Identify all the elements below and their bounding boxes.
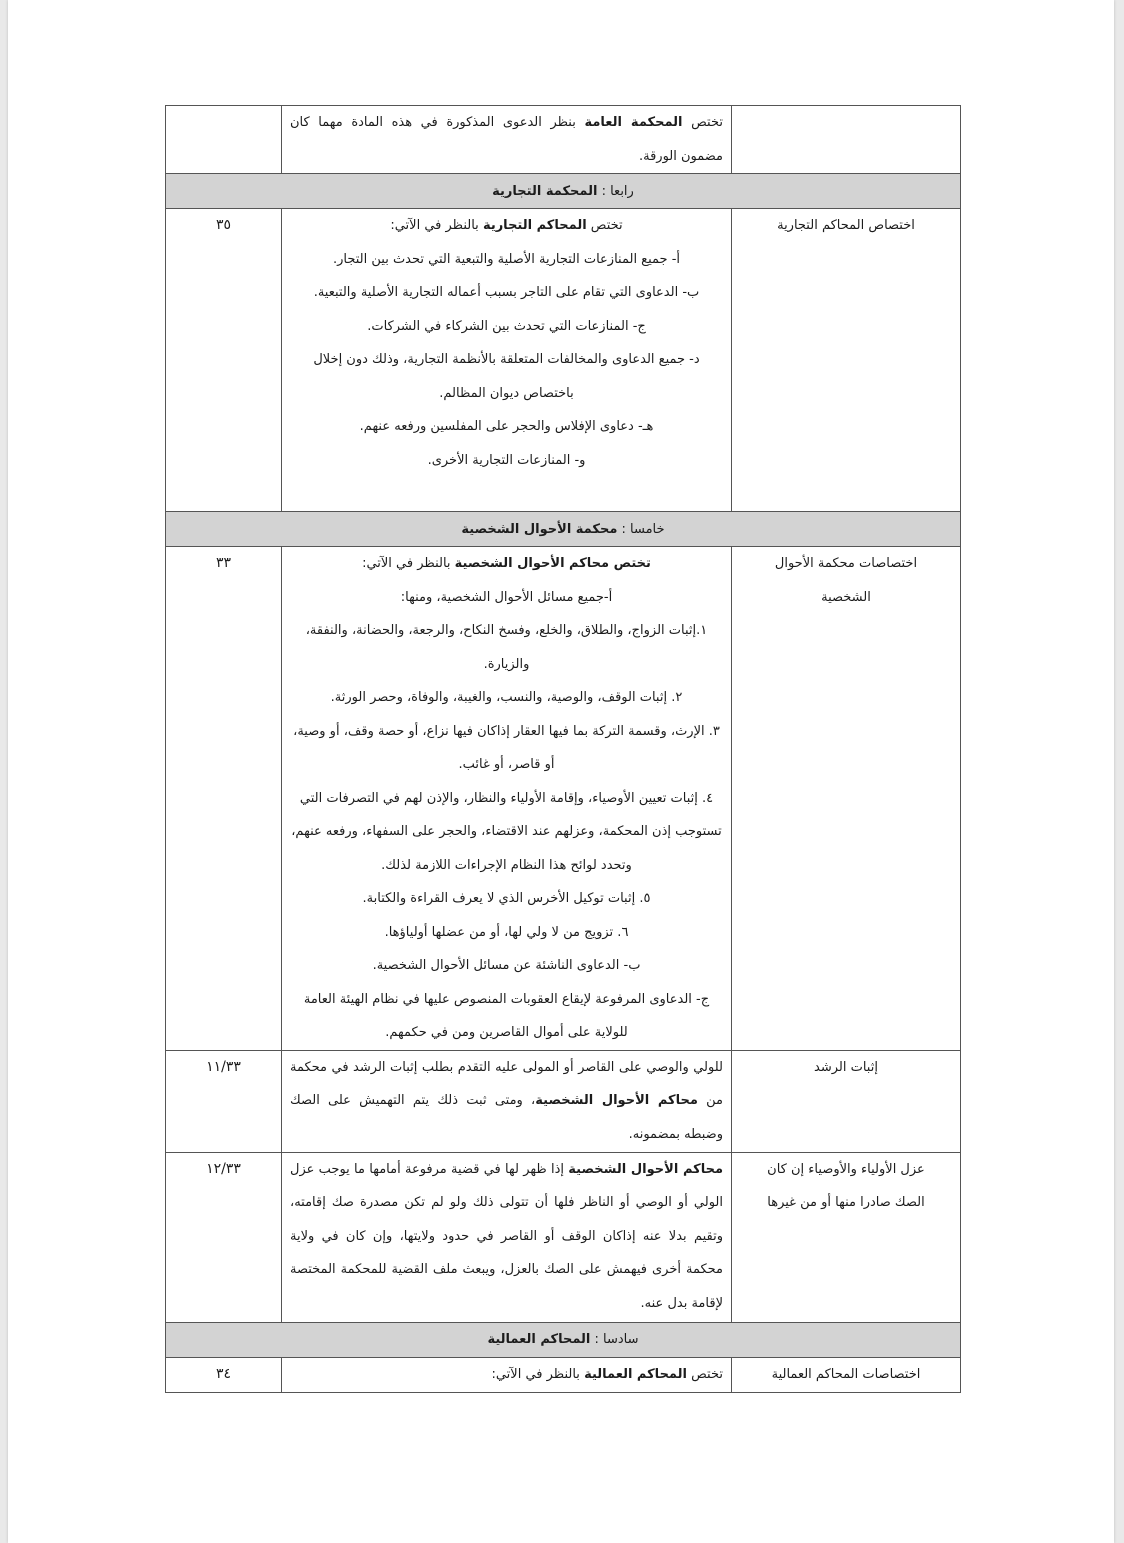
provision-text: تختص (586, 218, 623, 233)
list-item: و- المنازعات التجارية الأخرى. (427, 452, 586, 468)
provision-intro (290, 547, 723, 581)
article-cell (166, 547, 282, 1051)
article-cell (166, 209, 282, 512)
list-item: ب- الدعاوى الناشئة عن مسائل الأحوال الشخصية. (372, 958, 641, 973)
list-item: ب- الدعاوى التي تقام على التاجر بسبب أعماله التجارية الأصلية والتبعية. (313, 285, 700, 300)
topic-label: اختصاصات المحاكم العمالية (771, 1366, 921, 1382)
topic-label: اختصاص المحاكم التجارية (777, 218, 915, 233)
provision-text: للولي والوصي على القاصر أو المولى عليه التقدم بطلب إثبات الرشد في محكمة من (290, 1059, 723, 1108)
provision-text: تختص (687, 1366, 723, 1382)
table-row-personal-status-jurisdiction (166, 547, 961, 1051)
court-name: محاكم الأحوال الشخصية (535, 1093, 698, 1108)
court-name: المحاكم التجارية (482, 218, 587, 233)
court-name: محاكم الأحوال الشخصية (568, 1161, 723, 1177)
table-row-general-court (166, 106, 961, 174)
topic-label: إثبات الرشد (814, 1059, 878, 1075)
list-item: هـ- دعاوى الإفلاس والحجر على المفلسين ورفعه عنهم. (359, 419, 654, 434)
court-name: المحكمة العامة (584, 115, 683, 130)
topic-cell (732, 106, 961, 174)
table-row-labor-jurisdiction (166, 1357, 961, 1392)
court-name: تختص محاكم الأحوال الشخصية (454, 556, 651, 571)
article-number: ٣٥ (215, 217, 232, 233)
section-header-commercial (166, 174, 961, 209)
section-header-cell (166, 512, 961, 547)
provision-text: ، ومتى ثبت ذلك يتم التهميش على الصك وضبطه بمضمونه. (290, 1093, 723, 1142)
table-row-guardian-removal (166, 1152, 961, 1322)
list-item: ج- الدعاوى المرفوعة لإيقاع العقوبات المنصوص عليها في نظام الهيئة العامة للولاية على أموال القاصرين ومن في حكمهم. (303, 991, 710, 1040)
list-item: ج- المنازعات التي تحدث بين الشركاء في الشركات. (367, 318, 646, 334)
provision-cell (282, 209, 732, 512)
section-header-labor (166, 1322, 961, 1357)
court-name: المحاكم العمالية (584, 1366, 687, 1382)
provision-text: بالنظر في الآتي: (362, 556, 455, 571)
table-row-proof-of-maturity (166, 1050, 961, 1152)
provision-text: بالنظر في الآتي: (390, 218, 483, 233)
list-item: د- جميع الدعاوى والمخالفات المتعلقة بالأنظمة التجارية، وذلك دون إخلال باختصاص ديوان المظالم. (313, 352, 700, 401)
list-item: أ-جميع مسائل الأحوال الشخصية، ومنها: (400, 589, 613, 605)
list-item: ٦. تزويج من لا ولي لها، أو من عضلها أولياؤها. (384, 924, 629, 940)
list-item: ٣. الإرث، وقسمة التركة بما فيها العقار إذاكان فيها نزاع، أو حصة وقف، أو وصية، أو قاصر، أو غائب. (293, 723, 720, 772)
provision-text: إذا ظهر لها في قضية مرفوعة أمامها ما يوجب عزل الولي أو الوصي أو الناظر فلها أن تتولى ذلك ولو لم تكن مصدرة صك إقامته، وتقيم بدلا عنه إذاكان الوقف أو القاصر في حدود ولايتها، وإن كان في ولاية محكمة أخرى فيهمش على الصك بالعزل، ويبعث ملف القضية للمحكمة المختصة لإقامة بدل عنه. (290, 1161, 723, 1311)
document-page (8, 0, 1114, 1543)
topic-cell (732, 1050, 961, 1152)
section-ordinal: خامسا : (617, 521, 665, 537)
section-ordinal: رابعا : (597, 183, 634, 199)
article-number: ١١/٣٣ (206, 1058, 241, 1075)
section-header-cell (166, 1322, 961, 1357)
table-row-commercial-jurisdiction (166, 209, 961, 512)
article-cell (166, 106, 282, 174)
section-header-cell (166, 174, 961, 209)
provision-cell (282, 1050, 732, 1152)
article-number: ٣٣ (215, 555, 232, 571)
article-cell (166, 1357, 282, 1392)
topic-label: اختصاصات محكمة الأحوال الشخصية (774, 556, 918, 605)
section-header-personal-status (166, 512, 961, 547)
provision-cell (282, 1152, 732, 1322)
topic-cell (732, 547, 961, 1051)
section-ordinal: سادسا : (590, 1332, 639, 1347)
provision-text: تختص (682, 115, 723, 130)
topic-cell (732, 1152, 961, 1322)
court-jurisdiction-table (165, 105, 961, 1393)
article-cell (166, 1152, 282, 1322)
topic-cell (732, 1357, 961, 1392)
provision-text: بنظر الدعوى المذكورة في هذه المادة مهما كان مضمون الورقة. (290, 115, 723, 164)
list-item: ١.إثبات الزواج، والطلاق، والخلع، وفسخ النكاح، والرجعة، والحضانة، والنفقة، والزيارة. (305, 623, 708, 672)
section-title: محكمة الأحوال الشخصية (461, 521, 618, 537)
article-number: ١٢/٣٣ (206, 1160, 241, 1177)
section-title: المحكمة التجارية (492, 183, 598, 199)
list-item: ٥. إثبات توكيل الأخرس الذي لا يعرف القراءة والكتابة. (362, 891, 651, 906)
list-item: ٢. إثبات الوقف، والوصية، والنسب، والغيبة، والوفاة، وحصر الورثة. (330, 690, 683, 705)
list-item: أ- جميع المنازعات التجارية الأصلية والتبعية التي تحدث بين التجار. (332, 251, 681, 267)
list-item: ٤. إثبات تعيين الأوصياء، وإقامة الأولياء والنظار، والإذن لهم في التصرفات التي تستوجب إذن المحكمة، وعزلهم عند الاقتضاء، والحجر على السفهاء، ورفعه عنهم، وتحدد لوائح هذا النظام الإجراءات اللازمة لذلك. (291, 790, 722, 873)
provision-cell (282, 547, 732, 1051)
section-title: المحاكم العمالية (487, 1332, 591, 1347)
provision-text: بالنظر في الآتي: (491, 1366, 585, 1382)
provision-intro (290, 209, 723, 243)
provision-cell (282, 1357, 732, 1392)
topic-cell (732, 209, 961, 512)
article-cell (166, 1050, 282, 1152)
article-number: ٣٤ (215, 1365, 232, 1382)
topic-label: عزل الأولياء والأوصياء إن كان الصك صادرا منها أو من غيرها (767, 1161, 925, 1210)
provision-cell (282, 106, 732, 174)
